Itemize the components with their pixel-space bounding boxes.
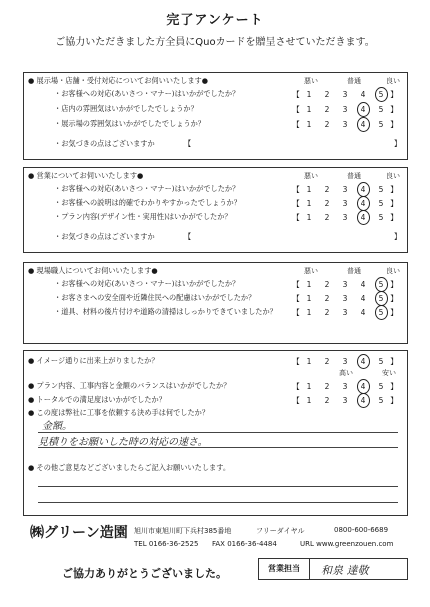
rating-option: 5 (378, 396, 384, 405)
rating-option: 3 (342, 213, 348, 222)
bracket-close: 】 (390, 90, 398, 99)
rating-scale (292, 381, 398, 392)
rating-option: 4 (360, 90, 366, 99)
rating-scale (292, 104, 398, 115)
question: ・お客さまへの安全面や近隣住民への配慮はいかがでしたか？ (54, 293, 256, 302)
question: ● イメージ通りに出来上がりましたか？ (28, 356, 159, 365)
question: ・お客様への対応(あいさつ・マナー)はいかがでしたか？ (54, 279, 240, 288)
scale-header-bad: 悪い (304, 77, 318, 85)
rating-option: 3 (342, 199, 348, 208)
bracket-close: 】 (390, 382, 398, 391)
scale-header-cheap: 安い (382, 369, 396, 377)
rating-option: 2 (324, 294, 330, 303)
scale-header-good: 良い (386, 267, 400, 275)
scale-header-high: 高い (339, 369, 353, 377)
rating-option: 2 (324, 357, 330, 366)
company-tel: TEL 0166-36-2525 (134, 540, 199, 548)
rating-option: 3 (342, 185, 348, 194)
bracket-close: 】 (390, 308, 398, 317)
rating-option: 4 (360, 280, 366, 289)
scale-header-normal: 普通 (347, 172, 361, 180)
bracket-open: 【 (292, 185, 300, 194)
section-heading: ● 展示場・店舗・受付対応についてお伺いいたします● (28, 76, 208, 85)
bracket-open: 【 (292, 396, 300, 405)
rating-option: 3 (342, 308, 348, 317)
rating-option: 5 (378, 120, 384, 129)
rating-scale (292, 356, 398, 367)
rating-option: 2 (324, 308, 330, 317)
bracket-close: 】 (390, 199, 398, 208)
bracket-open: 【 (292, 382, 300, 391)
rating-scale (292, 198, 398, 209)
rating-option: 2 (324, 396, 330, 405)
rating-option-selected: 4 (354, 357, 372, 366)
rating-option-selected: 5 (372, 90, 390, 99)
thanks-message: ご協力ありがとうございました。 (62, 567, 227, 580)
rating-option: 2 (324, 90, 330, 99)
question: ・展示場の雰囲気はいかがでしたでしょうか？ (54, 119, 205, 128)
company-address: 旭川市東旭川町下兵村385番地 (134, 527, 232, 535)
question: ・お客様への説明は的確でわかりやすかったでしょうか？ (54, 198, 241, 207)
scale-header-bad: 悪い (304, 172, 318, 180)
rating-option: 5 (378, 199, 384, 208)
rating-option: 1 (306, 308, 312, 317)
section-sales (23, 167, 408, 253)
rating-option-selected: 5 (372, 280, 390, 289)
bracket-close: 】 (390, 120, 398, 129)
rating-option: 1 (306, 213, 312, 222)
rating-option-selected: 5 (372, 294, 390, 303)
question: ● この度は弊社に工事を依頼する決め手は何でしたか？ (28, 408, 210, 417)
rating-option-selected: 4 (354, 105, 372, 114)
rating-option: 2 (324, 199, 330, 208)
handwritten-answer: 見積りをお願いした時の対応の速さ。 (38, 437, 208, 448)
rating-scale (292, 293, 398, 304)
rating-option: 1 (306, 120, 312, 129)
bracket-open: 【 (292, 90, 300, 99)
rating-option: 1 (306, 280, 312, 289)
rating-scale (292, 279, 398, 290)
handwritten-answer: 金額。 (42, 421, 72, 432)
bracket-open: 【 (292, 199, 300, 208)
rating-option: 1 (306, 90, 312, 99)
rating-scale (292, 184, 398, 195)
question: ・道具、材料の後片付けや道路の清掃はしっかりできていましたか？ (54, 307, 277, 316)
comment-label: ・お気づきの点はございますか (54, 232, 155, 241)
staff-name: 和泉 達敬 (321, 564, 369, 577)
scale-header-bad: 悪い (304, 267, 318, 275)
company-logo: ㈱グリーン造園 (30, 525, 128, 541)
bracket-close: 】 (390, 396, 398, 405)
rating-option: 1 (306, 396, 312, 405)
bracket-open: 【 (292, 357, 300, 366)
rating-option: 2 (324, 120, 330, 129)
rating-scale (292, 395, 398, 406)
bracket-close: 】 (390, 357, 398, 366)
section-craftsmen (23, 262, 408, 344)
rating-option: 5 (378, 382, 384, 391)
rating-option-selected: 4 (354, 396, 372, 405)
bracket-close: 】 (390, 105, 398, 114)
rating-scale (292, 212, 398, 223)
bracket-open: 【 (292, 280, 300, 289)
freedial-number: 0800-600-6689 (334, 526, 389, 534)
rating-option-selected: 5 (372, 308, 390, 317)
rating-option: 1 (306, 185, 312, 194)
rating-option: 3 (342, 105, 348, 114)
question: ・お客様への対応(あいさつ・マナー)はいかがでしたか？ (54, 184, 240, 193)
rating-option: 2 (324, 382, 330, 391)
rating-option: 4 (360, 308, 366, 317)
rating-scale (292, 119, 398, 130)
question: ● プラン内容、工事内容と金額のバランスはいかがでしたか？ (28, 381, 231, 390)
rating-option: 3 (342, 280, 348, 289)
staff-label: 営業担当 (259, 559, 310, 579)
page-title: 完了アンケート (166, 13, 264, 28)
section-overall (23, 350, 408, 516)
question: ・店内の雰囲気はいかがでしたでしょうか？ (54, 104, 198, 113)
question: ● その他ご意見などございましたらご記入お願いいたします。 (28, 463, 231, 472)
rating-scale (292, 89, 398, 100)
rating-option: 2 (324, 280, 330, 289)
rating-option-selected: 4 (354, 213, 372, 222)
rating-option: 5 (378, 105, 384, 114)
scale-header-good: 良い (386, 172, 400, 180)
section-showroom (23, 72, 408, 160)
bracket-open: 【 (292, 213, 300, 222)
company-url: URL www.greenzouen.com (300, 540, 394, 548)
bracket-open: 【 (184, 232, 192, 241)
rating-option: 5 (378, 213, 384, 222)
bracket-open: 【 (292, 308, 300, 317)
bracket-close: 】 (394, 139, 402, 148)
bracket-open: 【 (292, 294, 300, 303)
bracket-open: 【 (184, 139, 192, 148)
rating-option: 2 (324, 105, 330, 114)
answer-line (38, 486, 398, 487)
staff-box (258, 558, 408, 580)
rating-option: 5 (378, 357, 384, 366)
rating-option: 3 (342, 294, 348, 303)
rating-scale (292, 307, 398, 318)
page-subtitle: ご協力いただきました方全員にQuoカードを贈呈させていただきます。 (55, 37, 375, 48)
rating-option: 2 (324, 185, 330, 194)
rating-option: 3 (342, 396, 348, 405)
question: ・プラン内容(デザイン性・実用性)はいかがでしたか？ (54, 212, 232, 221)
rating-option: 3 (342, 120, 348, 129)
rating-option: 3 (342, 357, 348, 366)
bracket-close: 】 (390, 213, 398, 222)
rating-option: 1 (306, 294, 312, 303)
scale-header-normal: 普通 (347, 77, 361, 85)
rating-option: 1 (306, 382, 312, 391)
rating-option: 4 (360, 294, 366, 303)
rating-option: 1 (306, 357, 312, 366)
rating-option: 3 (342, 382, 348, 391)
freedial-label: フリーダイヤル (256, 527, 305, 535)
section-heading: ● 現場職人についてお伺いいたします● (28, 266, 158, 275)
bracket-close: 】 (394, 232, 402, 241)
rating-option: 1 (306, 199, 312, 208)
answer-line (38, 447, 398, 448)
bracket-close: 】 (390, 280, 398, 289)
company-fax: FAX 0166-36-4484 (212, 540, 277, 548)
rating-option: 5 (378, 185, 384, 194)
rating-option-selected: 4 (354, 199, 372, 208)
bracket-open: 【 (292, 105, 300, 114)
rating-option: 2 (324, 213, 330, 222)
section-heading: ● 営業についてお伺いいたします● (28, 171, 144, 180)
rating-option: 3 (342, 90, 348, 99)
rating-option-selected: 4 (354, 185, 372, 194)
question: ● トータルでの満足度はいかがでしたか？ (28, 395, 166, 404)
comment-label: ・お気づきの点はございますか (54, 139, 155, 148)
bracket-close: 】 (390, 185, 398, 194)
bracket-open: 【 (292, 120, 300, 129)
rating-option-selected: 4 (354, 382, 372, 391)
question: ・お客様への対応(あいさつ・マナー)はいかがでしたか？ (54, 89, 240, 98)
answer-line (38, 502, 398, 503)
scale-header-normal: 普通 (347, 267, 361, 275)
rating-option-selected: 4 (354, 120, 372, 129)
scale-header-good: 良い (386, 77, 400, 85)
bracket-close: 】 (390, 294, 398, 303)
rating-option: 1 (306, 105, 312, 114)
